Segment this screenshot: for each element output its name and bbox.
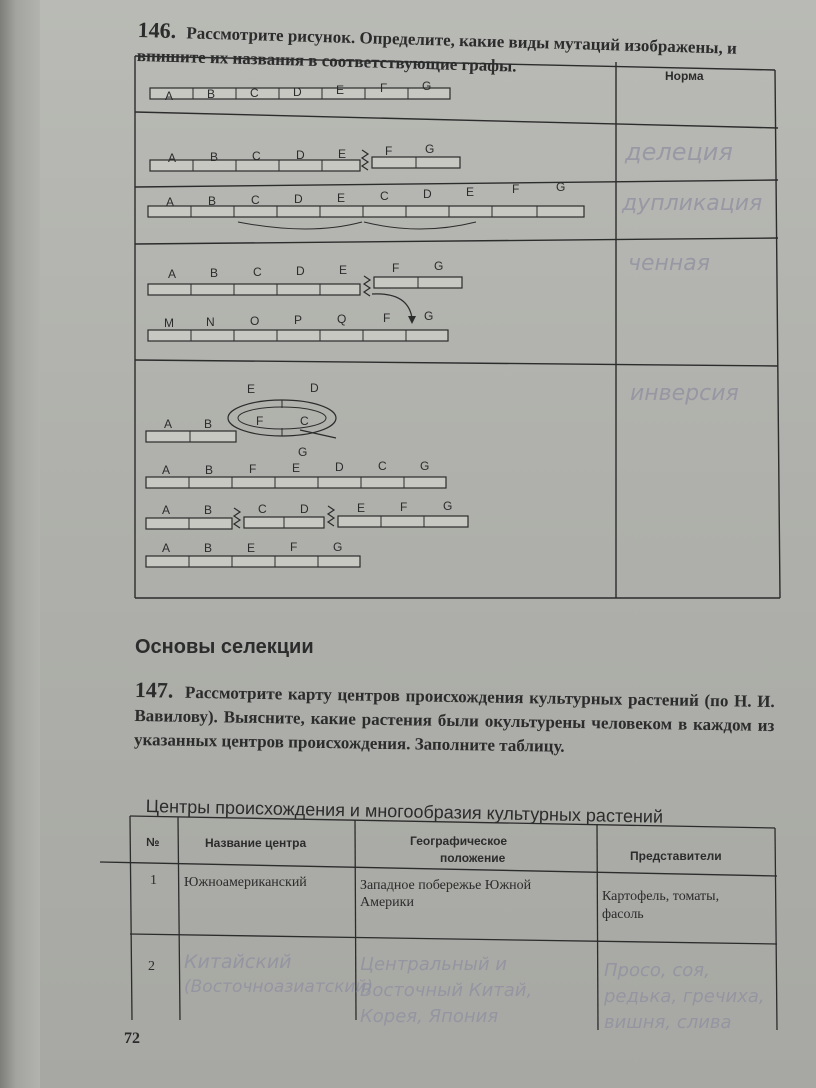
- table-row-2-name-1: Китайский: [184, 951, 292, 973]
- gene-label: F: [290, 540, 298, 554]
- table-row-1-representatives-2: фасоль: [602, 907, 644, 922]
- gene-label: A: [168, 151, 177, 165]
- gene-label: G: [434, 259, 444, 273]
- table-title: Центры происхождения и многообразия культурных растений: [145, 796, 664, 827]
- gene-label: F: [249, 462, 257, 476]
- page-number: 72: [124, 1030, 140, 1047]
- table-row-1-location-2: Америки: [360, 895, 414, 910]
- table-row-2-name-2: (Восточноазиатский): [184, 977, 374, 997]
- table-row-2-location-2: Восточный Китай,: [360, 980, 533, 1001]
- table-row-1-location-1: Западное побережье Южной: [360, 878, 532, 893]
- gene-label: B: [204, 503, 213, 517]
- gene-label: C: [300, 414, 309, 428]
- gene-label: G: [556, 180, 566, 194]
- table-row-1-representatives-1: Картофель, томаты,: [602, 889, 720, 904]
- table-row-2-location-3: Корея, Япония: [360, 1006, 499, 1027]
- table-row-2-representatives-1: Просо, соя,: [604, 960, 710, 981]
- gene-label: C: [378, 459, 387, 473]
- table-row-2-location-1: Центральный и: [360, 954, 507, 975]
- gene-label: F: [383, 311, 391, 325]
- gene-label: G: [424, 309, 434, 323]
- gene-label: G: [425, 142, 435, 156]
- handwritten-answer-1: делеция: [625, 138, 733, 166]
- gene-label: B: [210, 150, 219, 164]
- gene-label: C: [380, 189, 389, 203]
- gene-label: A: [166, 195, 175, 209]
- gene-label: D: [294, 192, 303, 206]
- gene-label: B: [205, 463, 214, 477]
- gene-label: Q: [337, 312, 347, 326]
- gene-label: D: [296, 264, 305, 278]
- table-row-2-num: 2: [148, 959, 155, 974]
- gene-label: E: [338, 147, 347, 161]
- table-row-2-representatives-3: вишня, слива: [604, 1012, 732, 1033]
- gene-label: G: [420, 459, 430, 473]
- table-header-name: Название центра: [205, 836, 307, 850]
- handwritten-answer-3: ченная: [628, 251, 711, 276]
- gene-label: C: [250, 86, 259, 100]
- gene-label: D: [296, 148, 305, 162]
- gene-label: E: [336, 83, 345, 97]
- gene-label: E: [247, 541, 256, 555]
- handwritten-answer-2: дупликация: [622, 191, 763, 216]
- gene-label: M: [164, 316, 174, 330]
- question-147-number: 147.: [134, 677, 174, 703]
- gene-label: E: [466, 185, 475, 199]
- gene-label: A: [164, 417, 173, 431]
- gene-label: P: [294, 313, 303, 327]
- gene-label: E: [247, 382, 256, 396]
- gene-label: D: [300, 502, 309, 516]
- gene-label: O: [250, 314, 260, 328]
- gene-label: F: [400, 500, 408, 514]
- gene-label: D: [293, 85, 302, 99]
- gene-label: E: [339, 263, 348, 277]
- gene-label: A: [162, 463, 171, 477]
- gene-label: B: [204, 417, 213, 431]
- gene-label: E: [337, 191, 346, 205]
- gene-label: B: [208, 194, 217, 208]
- table-row-1-name: Южноамериканский: [184, 875, 307, 890]
- header-norma: Норма: [665, 69, 704, 83]
- gene-label: A: [168, 267, 177, 281]
- question-146-number: 146.: [137, 17, 177, 44]
- gene-label: F: [380, 81, 388, 95]
- gene-label: G: [333, 540, 343, 554]
- gene-label: E: [357, 501, 366, 515]
- handwritten-answer-4: инверсия: [630, 381, 739, 406]
- table-row-2-representatives-2: редька, гречиха,: [604, 986, 765, 1007]
- gene-label: G: [443, 499, 453, 513]
- gene-label: C: [253, 265, 262, 279]
- gene-label: A: [165, 89, 174, 103]
- gene-label: F: [512, 182, 520, 196]
- table-header-location-1: Географическое: [410, 834, 508, 848]
- gene-label: A: [162, 503, 171, 517]
- gene-label: E: [292, 461, 301, 475]
- gene-label: C: [251, 193, 260, 207]
- gene-label: G: [298, 445, 308, 459]
- gene-label: B: [210, 266, 219, 280]
- gene-label: B: [207, 87, 216, 101]
- gene-label: C: [258, 502, 267, 516]
- gene-label: B: [204, 541, 213, 555]
- table-row-1-num: 1: [150, 873, 157, 888]
- gene-label: F: [385, 144, 393, 158]
- gene-label: F: [256, 414, 264, 428]
- question-146-text: Рассмотрите рисунок. Определите, какие виды мутаций изображены, и впишите их названия в соответствующие графы.: [136, 23, 738, 76]
- table-header-representatives: Представители: [630, 849, 722, 863]
- table-header-location-2: положение: [440, 851, 506, 865]
- gene-label: F: [392, 261, 400, 275]
- table-header-num: №: [146, 835, 160, 849]
- gene-label: A: [162, 541, 171, 555]
- gene-label: G: [422, 79, 432, 93]
- section-title: Основы селекции: [135, 636, 314, 658]
- gene-label: D: [310, 381, 319, 395]
- question-147-text: Рассмотрите карту центров происхождения культурных растений (по Н. И. Вавилову). Выясните, какие растения были окультурены человеком в каждом из указанных центров происхождения. Заполните таблицу.: [133, 682, 775, 756]
- gene-label: D: [335, 460, 344, 474]
- gene-label: C: [252, 149, 261, 163]
- gene-label: D: [423, 187, 432, 201]
- gene-label: N: [206, 315, 215, 329]
